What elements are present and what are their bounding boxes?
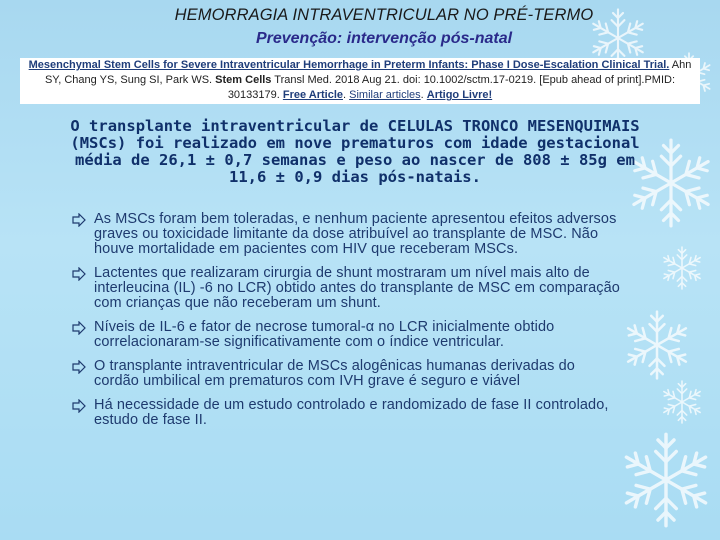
list-item xyxy=(72,320,620,350)
list-item-text: O transplante intraventricular de MSCs alogênicas humanas derivadas do cordão umbilical em prematuros com IVH grave é seguro e viável xyxy=(94,358,575,389)
list-item xyxy=(72,359,620,389)
list-item-text: Há necessidade de um estudo controlado e randomizado de fase II controlado, estudo de fase II. xyxy=(94,397,609,428)
article-title-link[interactable]: Mesenchymal Stem Cells for Severe Intraventricular Hemorrhage in Preterm Infants: Phase I Dose-Escalation Clinical Trial. xyxy=(28,59,670,71)
lead-paragraph: O transplante intraventricular de CELULAS TRONCO MESENQUIMAIS (MSCs) foi realizado em nove prematuros com idade gestacional média de 26,1 ± 0,7 semanas e peso ao nascer de 808 ± 85g em 11,6 ± 0,9 dias pós-natais. xyxy=(70,117,640,186)
list-item xyxy=(72,212,620,257)
reference-citation: Mesenchymal Stem Cells for Severe Intraventricular Hemorrhage in Preterm Infants: Phase I Dose-Escalation Clinical Trial. Ahn SY, Chang YS, Sung SI, Park WS. Stem Cells Transl Med. 2018 Aug 21. doi: 10.1002/sctm.17-0219. [Epub ahead of print].PMID: 30133179. Free Article. Similar articles. Artigo Livre! xyxy=(28,59,692,101)
arrow-bullet-icon xyxy=(72,360,86,374)
free-article-label[interactable]: Artigo Livre! xyxy=(426,89,493,101)
snowflake-icon xyxy=(660,246,704,290)
list-item xyxy=(72,266,620,311)
arrow-bullet-icon xyxy=(72,399,86,413)
page-title: HEMORRAGIA INTRAVENTRICULAR NO PRÉ-TERMO xyxy=(174,6,594,24)
page-subtitle: Prevenção: intervenção pós-natal xyxy=(255,30,513,47)
snowflake-icon xyxy=(660,380,704,424)
reference-details: Transl Med. 2018 Aug 21. doi: 10.1002/sctm.17-0219. [Epub ahead of print].PMID: 30133179. xyxy=(227,74,676,101)
bullet-list xyxy=(72,212,620,437)
similar-articles-link[interactable]: Similar articles xyxy=(349,89,421,101)
arrow-bullet-icon xyxy=(72,321,86,335)
arrow-bullet-icon xyxy=(72,213,86,227)
arrow-bullet-icon xyxy=(72,267,86,281)
snowflake-icon xyxy=(618,432,714,528)
reference-journal: Stem Cells xyxy=(215,74,272,86)
reference-authors: Ahn SY, Chang YS, Sung SI, Park WS. xyxy=(44,59,692,86)
list-item-text: As MSCs foram bem toleradas, e nenhum paciente apresentou efeitos adversos graves ou toxicidade limitante da dose atribuível ao transplante de MSC. Não houve mortalidade em pacientes com HIV que receberam MSCs. xyxy=(94,211,617,257)
free-article-link[interactable]: Free Article xyxy=(282,89,343,101)
list-item xyxy=(72,398,620,428)
list-item-text: Níveis de IL-6 e fator de necrose tumoral-α no LCR inicialmente obtido correlacionaram-se significativamente com o índice ventricular. xyxy=(94,319,555,350)
snowflake-icon xyxy=(622,310,692,380)
list-item-text: Lactentes que realizaram cirurgia de shunt mostraram um nível mais alto de interleucina (IL) -6 no LCR) obtido antes do transplante de MSC em comparação com crianças que não receberam um shunt. xyxy=(94,265,620,311)
